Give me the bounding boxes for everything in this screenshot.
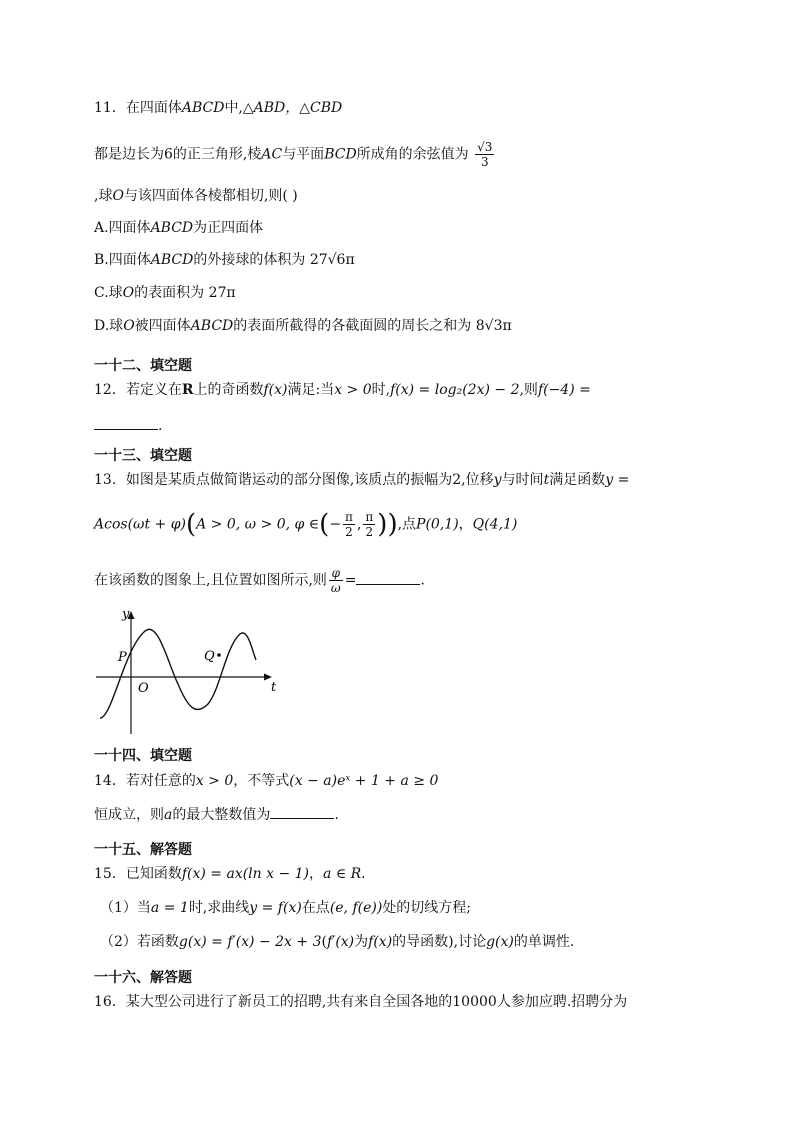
- y-axis-label: y: [122, 607, 130, 622]
- section-16-heading: 一十六、解答题: [94, 970, 192, 986]
- q11-line-3: ,球O与该四面体各棱都相切,则( ): [94, 188, 298, 204]
- q14-line-2: 恒成立，则a的最大整数值为 .: [94, 804, 339, 825]
- cosine-fraction: $\frac{√3}{3}$: [477, 140, 493, 169]
- q14-answer-blank[interactable]: [270, 804, 334, 819]
- point-q-marker: [217, 653, 221, 657]
- q14-line-1: 14．若对任意的x > 0，不等式(x − a)eˣ + 1 + a ≥ 0: [94, 773, 439, 789]
- harmonic-motion-graph: [92, 600, 292, 740]
- q13-line-3: 在该函数的图象上,且位置如图所示,则 $\frac{\varphi}{\omega}$ = .: [94, 566, 425, 595]
- q13-answer-blank[interactable]: [356, 570, 420, 585]
- q11-line-2: 都是边长为6的正三角形,棱AC与平面BCD所成角的余弦值为 $\frac{√3}{3}$: [94, 140, 493, 169]
- phi-over-omega: $\frac{\varphi}{\omega}$: [330, 566, 341, 595]
- q16-line-1: 16．某大型公司进行了新员工的招聘,共有来自全国各地的10000人参加应聘.招聘分为: [94, 994, 628, 1010]
- section-13-heading: 一十三、填空题: [94, 448, 192, 464]
- point-p-label: P: [118, 650, 127, 665]
- q11-option-a: A.四面体ABCD为正四面体: [94, 220, 264, 236]
- q11-line-1: 11．在四面体ABCD中,△ABD，△CBD: [94, 100, 343, 116]
- section-12-heading: 一十二、填空题: [94, 358, 192, 374]
- q15-part-1: （1）当a = 1时,求曲线y = f(x)在点(e, f(e))处的切线方程;: [100, 900, 472, 916]
- origin-label: O: [138, 681, 149, 696]
- q12-answer-blank[interactable]: [94, 415, 158, 430]
- q12-answer-line: .: [94, 415, 162, 436]
- section-14-heading: 一十四、填空题: [94, 748, 192, 764]
- q11-option-d: D.球O被四面体ABCD的表面所截得的各截面圆的周长之和为 8√3π: [94, 318, 512, 334]
- q13-line-2: Acos(ωt + φ)(A > 0, ω > 0, φ ∈(− $\frac{\pi}{2}$ , $\frac{\pi}{2}$ )),点P(0,1)，Q(4,1): [94, 509, 518, 540]
- point-q-label: Q: [204, 649, 215, 664]
- q13-line-1: 13．如图是某质点做简谐运动的部分图像,该质点的振幅为2,位移y与时间t满足函数y =: [94, 472, 630, 488]
- q12-line-1: 12．若定义在R上的奇函数f(x)满足:当x > 0时,f(x) = log₂(2x) − 2,则f(−4) =: [94, 382, 591, 398]
- t-axis-label: t: [271, 680, 277, 695]
- q15-line-1: 15．已知函数f(x) = ax(ln x − 1)，a ∈ R.: [94, 866, 366, 882]
- q11-option-b: B.四面体ABCD的外接球的体积为 27√6π: [94, 252, 355, 268]
- q15-part-2: （2）若函数g(x) = f′(x) − 2x + 3(f′(x)为f(x)的导函数),讨论g(x)的单调性.: [100, 934, 575, 950]
- sine-curve: [100, 629, 256, 718]
- section-15-heading: 一十五、解答题: [94, 842, 192, 858]
- q11-option-c: C.球O的表面积为 27π: [94, 285, 236, 301]
